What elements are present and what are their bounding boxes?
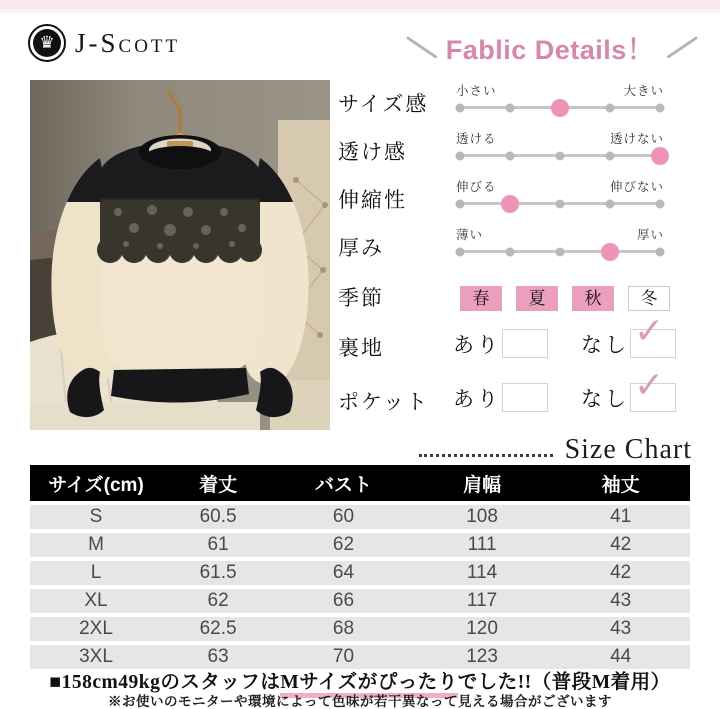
collar <box>139 135 221 169</box>
lining-no-checkbox <box>630 311 676 358</box>
pocket-no-checkbox <box>630 365 676 412</box>
slider-dot <box>506 103 515 112</box>
table-cell: 66 <box>332 590 355 611</box>
slider-label: 伸縮性 <box>338 188 407 212</box>
header-cell: バスト <box>314 474 372 496</box>
header-cell: サイズ(cm) <box>48 474 144 496</box>
table-cell: 43 <box>610 590 632 611</box>
table-cell: XL <box>84 590 108 611</box>
table-cell: S <box>89 506 103 527</box>
disclaimer-note: ※お使いのモニターや環境によって色味が若干異なって見える場合がございます <box>108 694 612 709</box>
slider-end-label-right: 大きい <box>623 84 664 98</box>
pocket-row <box>338 365 690 424</box>
table-cell: 3XL <box>79 646 113 667</box>
dotted-leader <box>419 454 553 457</box>
season-box-winter: 冬 <box>628 286 670 311</box>
header-cell: 肩幅 <box>463 474 502 496</box>
slider-row-stretch <box>338 174 690 222</box>
table-cell: 2XL <box>79 618 113 639</box>
slider-end-label-left: 伸びる <box>456 180 497 194</box>
pocket-label: ポケット <box>338 390 429 414</box>
table-row <box>30 561 690 585</box>
table-cell: 111 <box>467 534 497 555</box>
slider-end-label-right: 伸びない <box>609 180 664 194</box>
size-chart-heading <box>419 434 692 466</box>
table-cell: 60 <box>332 506 355 527</box>
table-cell: 60.5 <box>199 506 237 527</box>
crown-icon <box>33 29 61 57</box>
table-cell: 68 <box>332 618 355 639</box>
table-cell: 62 <box>207 590 229 611</box>
table-row <box>30 617 690 641</box>
lace-band <box>97 198 262 263</box>
slider-end-label-right: 厚い <box>636 228 664 242</box>
table-cell: 42 <box>610 534 632 555</box>
lining-row <box>338 311 690 370</box>
slider-dot <box>456 103 465 112</box>
size-chart-title: Size Chart <box>564 434 692 465</box>
slider-dot <box>656 247 665 256</box>
table-cell: 63 <box>207 646 229 667</box>
sweatshirt <box>44 135 316 417</box>
slider-end-label-left: 小さい <box>456 84 497 98</box>
table-cell: 64 <box>332 562 355 583</box>
table-cell: 41 <box>610 506 632 527</box>
slider-dot <box>606 151 615 160</box>
yes-label: あり <box>453 333 501 357</box>
page-title: Fablic Details！ <box>445 35 655 65</box>
lining-yes-checkbox <box>502 329 548 358</box>
no-label: なし <box>581 387 629 411</box>
table-cell: 114 <box>466 562 498 583</box>
table-cell: 43 <box>610 618 632 639</box>
header-cell: 袖丈 <box>601 474 640 496</box>
slider-dot <box>556 199 565 208</box>
table-cell: M <box>88 534 104 555</box>
check-icon: ✓ <box>634 311 665 352</box>
staff-note-prefix: ■158cm49kgのスタッフは <box>49 672 281 693</box>
season-box-autumn: 秋 <box>572 286 614 311</box>
slider-dot <box>456 151 465 160</box>
slider-label: 透け感 <box>338 140 407 164</box>
table-header <box>30 465 690 501</box>
table-cell: 123 <box>466 646 498 667</box>
season-label: 季節 <box>338 286 384 310</box>
table-cell: 62 <box>332 534 355 555</box>
slider-dot <box>456 199 465 208</box>
slider-end-label-left: 透ける <box>456 132 497 146</box>
slider-dot <box>656 199 665 208</box>
table-cell: 62.5 <box>199 618 237 639</box>
slider-dot <box>456 247 465 256</box>
slider-dot <box>556 151 565 160</box>
table-row <box>30 533 690 557</box>
season-box-spring: 春 <box>460 286 502 311</box>
table-cell: 120 <box>466 618 498 639</box>
slider-dot <box>656 103 665 112</box>
size-table <box>30 465 690 669</box>
slider-end-label-left: 薄い <box>456 228 484 242</box>
slider-track <box>456 228 664 268</box>
slider-row-sheerness <box>338 126 690 174</box>
no-label: なし <box>581 333 629 357</box>
top-pink-strip-edge <box>0 9 720 13</box>
table-cell: 42 <box>610 562 632 583</box>
slider-dot <box>501 195 519 213</box>
crown-glyph: ♛ <box>39 32 55 53</box>
lining-label: 裏地 <box>338 336 384 360</box>
table-row <box>30 589 690 613</box>
check-icon: ✓ <box>634 365 665 406</box>
table-cell: L <box>90 562 102 583</box>
slider-track <box>456 180 664 220</box>
table-cell: 61.5 <box>199 562 237 583</box>
table-cell: 108 <box>466 506 498 527</box>
slider-row-size <box>338 78 690 126</box>
slider-end-label-right: 透けない <box>609 132 664 146</box>
brand-logo <box>28 24 180 62</box>
slider-row-thickness <box>338 222 690 270</box>
slider-dot <box>601 243 619 261</box>
table-cell: 70 <box>332 646 355 667</box>
brand-name: J-Scott <box>75 27 181 58</box>
header-cell: 着丈 <box>199 474 238 496</box>
slider-label: 厚み <box>338 236 384 260</box>
product-photo <box>30 80 330 430</box>
slider-label: サイズ感 <box>338 92 429 116</box>
staff-note-highlight: Mサイズがぴったり <box>280 672 457 698</box>
slider-track <box>456 84 664 124</box>
slider-dot <box>556 247 565 256</box>
pocket-yes-checkbox <box>502 383 548 412</box>
slider-track <box>456 132 664 172</box>
slider-dot <box>506 151 515 160</box>
logo-ring <box>28 24 66 62</box>
slider-dot <box>551 99 569 117</box>
slash-decor-icon <box>666 36 697 58</box>
slider-dot <box>651 147 669 165</box>
yes-label: あり <box>453 387 501 411</box>
top-pink-strip <box>0 0 720 9</box>
slider-dot <box>506 247 515 256</box>
slider-dot <box>606 199 615 208</box>
table-row <box>30 505 690 529</box>
table-cell: 44 <box>610 646 632 667</box>
slider-dot <box>606 103 615 112</box>
hem-band <box>111 368 249 403</box>
table-cell: 61 <box>207 534 229 555</box>
season-box-summer: 夏 <box>516 286 558 311</box>
table-cell: 117 <box>466 590 498 611</box>
staff-note-suffix: でした!!（普段M着用） <box>457 672 671 693</box>
